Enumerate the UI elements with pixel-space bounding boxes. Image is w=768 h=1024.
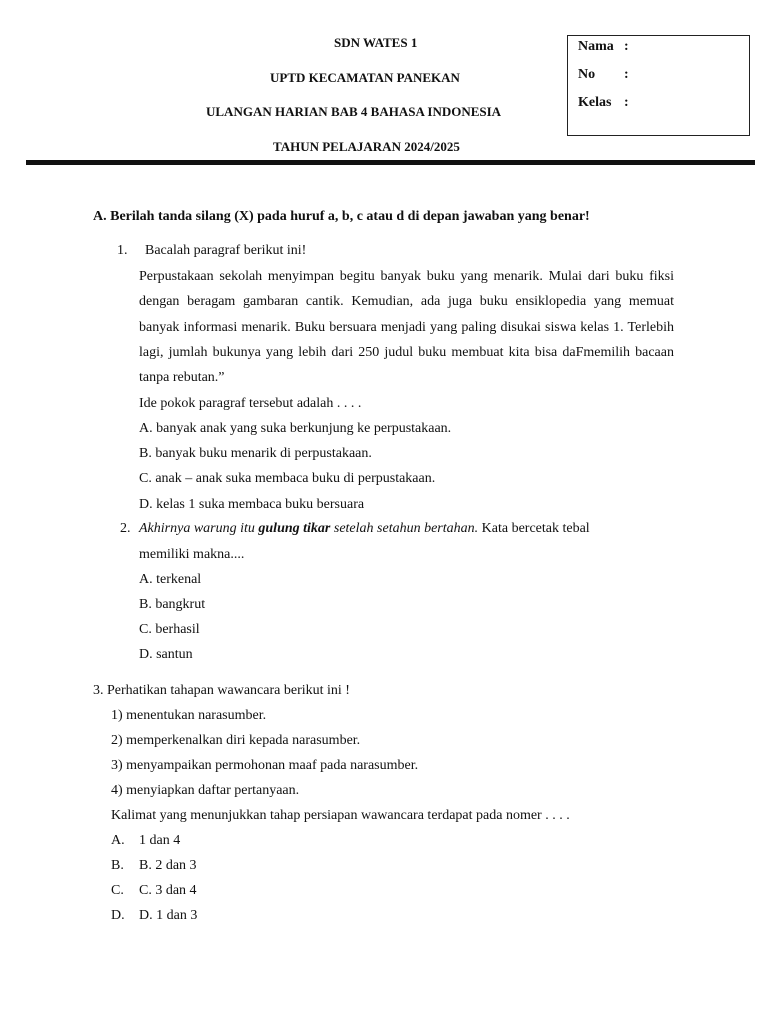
question-3-option-d[interactable] bbox=[111, 908, 197, 924]
option-b-text: B. 2 dan 3 bbox=[139, 858, 197, 873]
question-2-option-c[interactable]: C. berhasil bbox=[139, 622, 200, 637]
question-3-prompt: 3. Perhatikan tahapan wawancara berikut ini ! bbox=[93, 683, 350, 698]
option-c-text: C. 3 dan 4 bbox=[139, 883, 197, 898]
question-2-sentence-end: setelah setahun bertahan. bbox=[330, 521, 479, 536]
question-3-option-a[interactable] bbox=[111, 833, 180, 849]
question-3-option-b[interactable] bbox=[111, 858, 197, 874]
name-colon: : bbox=[624, 39, 629, 54]
question-2-question-end: memiliki makna.... bbox=[139, 547, 245, 562]
question-2-option-d[interactable]: D. santun bbox=[139, 647, 193, 662]
name-field[interactable] bbox=[578, 39, 629, 55]
class-field[interactable] bbox=[578, 95, 629, 111]
question-3-option-c[interactable] bbox=[111, 883, 197, 899]
question-3-text: Kalimat yang menunjukkan tahap persiapan wawancara terdapat pada nomer . . . . bbox=[111, 808, 570, 823]
school-name: SDN WATES 1 bbox=[334, 35, 418, 50]
question-2-prompt bbox=[120, 521, 590, 537]
option-b-letter: B. bbox=[111, 858, 124, 873]
question-3-step-4: 4) menyiapkan daftar pertanyaan. bbox=[111, 783, 300, 798]
class-colon: : bbox=[624, 95, 629, 110]
number-field[interactable] bbox=[578, 67, 629, 83]
question-1-prompt bbox=[117, 243, 306, 259]
option-a-letter: A. bbox=[111, 833, 125, 848]
question-3-step-3: 3) menyampaikan permohonan maaf pada narasumber. bbox=[111, 758, 419, 773]
academic-year: TAHUN PELAJARAN 2024/2025 bbox=[273, 139, 460, 154]
question-2-number: 2. bbox=[120, 521, 131, 536]
question-2-option-b[interactable]: B. bangkrut bbox=[139, 597, 206, 612]
question-1-option-b[interactable]: B. banyak buku menarik di perpustakaan. bbox=[139, 446, 372, 461]
header-divider bbox=[26, 160, 755, 165]
question-1-prompt-text: Bacalah paragraf berikut ini! bbox=[145, 243, 307, 258]
class-label: Kelas bbox=[578, 95, 612, 110]
question-1-number: 1. bbox=[117, 243, 128, 258]
option-d-letter: D. bbox=[111, 908, 125, 923]
number-label: No bbox=[578, 67, 596, 82]
district-name: UPTD KECAMATAN PANEKAN bbox=[270, 70, 460, 85]
option-d-text: D. 1 dan 3 bbox=[139, 908, 198, 923]
question-2-option-a[interactable]: A. terkenal bbox=[139, 572, 202, 587]
question-1-text: Ide pokok paragraf tersebut adalah . . . . bbox=[139, 396, 362, 411]
exam-title: ULANGAN HARIAN BAB 4 BAHASA INDONESIA bbox=[206, 104, 502, 119]
option-a-text: 1 dan 4 bbox=[139, 833, 181, 848]
question-3-step-1: 1) menentukan narasumber. bbox=[111, 708, 267, 723]
name-label: Nama bbox=[578, 39, 614, 54]
section-a-instruction: A. Berilah tanda silang (X) pada huruf a, b, c atau d di depan jawaban yang benar! bbox=[93, 209, 590, 224]
question-2-sentence-start: Akhirnya warung itu bbox=[139, 521, 259, 536]
question-2-bold-phrase: gulung tikar bbox=[258, 521, 331, 536]
number-colon: : bbox=[624, 67, 629, 82]
question-1-passage: Perpustakaan sekolah menyimpan begitu banyak buku yang menarik. Mulai dari buku fiksi dengan beragam gambaran cantik. Kemudian, ada juga buku ensiklopedia yang memuat banyak informasi menarik. Buku bersuara menjadi yang paling disukai siswa kelas 1. Terlebih lagi, jumlah bukunya yang lebih dari 250 judul buku membuat kita bisa daFmemilih bacaan tanpa rebutan.” bbox=[139, 269, 674, 386]
question-3-step-2: 2) memperkenalkan diri kepada narasumber. bbox=[111, 733, 361, 748]
question-1-option-c[interactable]: C. anak – anak suka membaca buku di perpustakaan. bbox=[139, 471, 436, 486]
question-1-option-a[interactable]: A. banyak anak yang suka berkunjung ke perpustakaan. bbox=[139, 421, 452, 436]
option-c-letter: C. bbox=[111, 883, 124, 898]
question-1-option-d[interactable]: D. kelas 1 suka membaca buku bersuara bbox=[139, 497, 365, 512]
student-info-box bbox=[567, 35, 750, 136]
question-2-question-start: Kata bercetak tebal bbox=[478, 521, 590, 536]
